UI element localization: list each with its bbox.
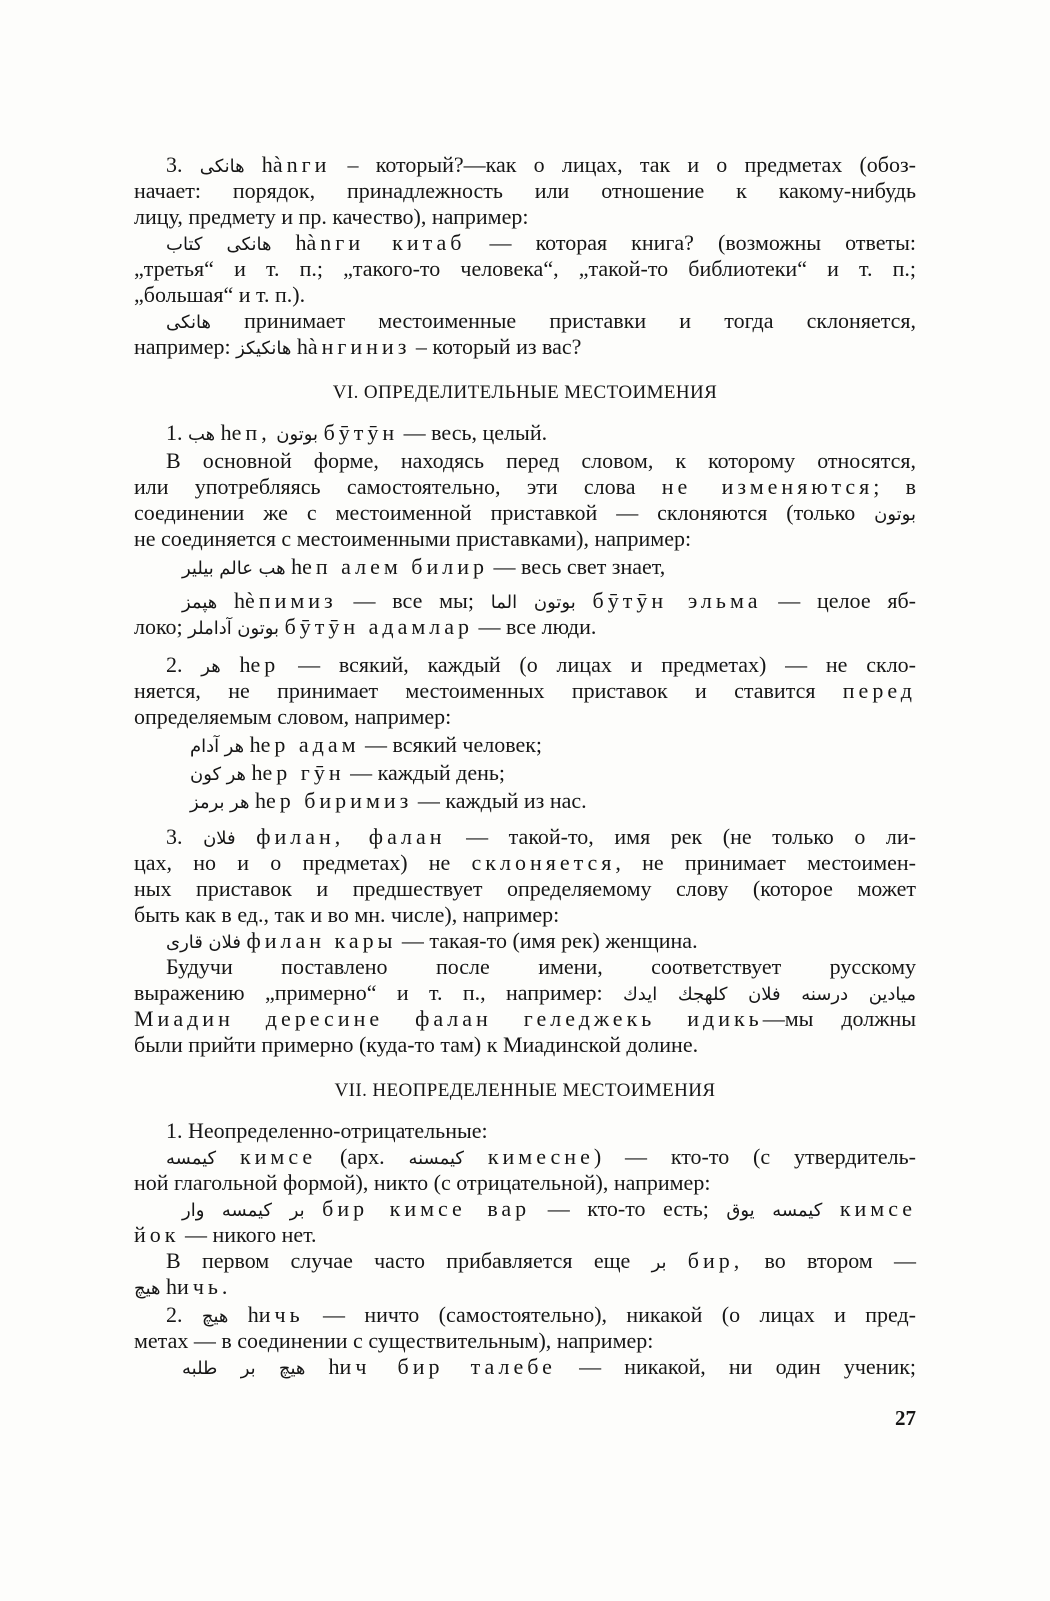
text-span: еп алем билир (302, 554, 489, 579)
text-span (204, 1196, 222, 1221)
text-span: или употребляясь самостоятельно, эти слова (134, 474, 662, 499)
text-line (134, 1328, 774, 1354)
text-line (134, 1170, 834, 1196)
text-span: 2. (166, 652, 202, 677)
text-span: йок (134, 1222, 180, 1247)
text-span: ичь. (177, 1274, 232, 1299)
arabic-word: بر (651, 1252, 667, 1273)
text-span: ер биримиз (265, 788, 413, 813)
text-line (134, 1006, 916, 1032)
text-span: бӯтӯн (323, 420, 399, 445)
arabic-word: يوق (726, 1200, 755, 1221)
text-line (134, 1274, 434, 1300)
text-span: VI. ОПРЕДЕЛИТЕЛЬНЫЕ МЕСТОИМЕНИЯ (332, 382, 718, 403)
text-span: — каждый из нас. (412, 788, 587, 813)
text-span: кимсе (239, 1144, 317, 1169)
text-span: лицу, предмету и пр. качество), например: (134, 204, 529, 229)
text-span: „большая“ и т. п.). (134, 282, 306, 307)
arabic-word: بر طلبه (182, 1358, 256, 1379)
text-line (134, 850, 916, 876)
text-span: ер адам (260, 732, 360, 757)
text-span: — никакой, ни один ученик; (555, 1354, 917, 1379)
text-line (166, 152, 916, 178)
arabic-word: فلان (203, 828, 236, 849)
text-line (166, 652, 916, 678)
arabic-word: بوتون (276, 424, 319, 445)
arabic-word: بر كيمسه (221, 1200, 305, 1221)
text-line (166, 230, 916, 256)
text-span: — такой-то, имя рек (не только о ли- (445, 824, 916, 849)
page-number: 27 (895, 1406, 916, 1430)
text-span: 1. Неопределенно-отрицательные: (166, 1118, 488, 1143)
text-span: h (220, 652, 251, 677)
text-span: быть как в ед., так и во мн. числе), например: (134, 902, 560, 927)
arabic-word: فلان (208, 932, 241, 953)
arabic-word: الما (490, 592, 518, 613)
arabic-word: كيمسه (772, 1200, 823, 1221)
arabic-word: كتاب (166, 234, 203, 255)
text-span: – который из вас? (410, 334, 582, 359)
text-span: кимесне (487, 1144, 594, 1169)
text-span: выражению „примерно“ и т. п., например: (134, 980, 623, 1005)
arabic-word: بوتون (237, 618, 280, 639)
text-line (190, 788, 750, 814)
text-line (166, 1144, 916, 1170)
text-span: филан кары (246, 928, 397, 953)
text-span: няется, не принимает местоименных приставок и ставится (134, 678, 843, 703)
arabic-word: هانكيكز (236, 338, 292, 359)
text-span (667, 1248, 688, 1273)
text-line (134, 704, 694, 730)
text-line (134, 1222, 534, 1248)
text-span: h (291, 334, 308, 359)
text-span: h (249, 788, 266, 813)
text-line (166, 448, 916, 474)
text-span: В основной форме, находясь перед словом, к которому относятся, (166, 448, 916, 473)
text-line (182, 588, 916, 614)
text-line (134, 474, 916, 500)
text-span: h (215, 420, 232, 445)
text-line (166, 308, 916, 334)
text-span: — всякий человек; (359, 732, 543, 757)
text-line (134, 380, 916, 406)
text-span: — каждый день; (344, 760, 506, 785)
text-span (256, 1354, 279, 1379)
text-span: соединении же с местоименной приставкой — склоняются (только (134, 500, 875, 525)
text-span: кимсе (839, 1196, 916, 1221)
text-line (134, 204, 774, 230)
text-span: Будучи поставлено после имени, соответствует русскому (166, 954, 916, 979)
text-span: перед (842, 678, 916, 703)
text-span (202, 230, 226, 255)
arabic-word: هر (226, 764, 247, 785)
text-span: — весь, целый. (398, 420, 548, 445)
text-line (166, 928, 866, 954)
arabic-word: هيچ (201, 1306, 229, 1327)
text-span (822, 1196, 840, 1221)
text-span: — никого нет. (179, 1222, 317, 1247)
text-span: — которая книга? (возможны ответы: (465, 230, 917, 255)
text-span: h (285, 554, 303, 579)
text-line (190, 732, 750, 758)
text-span: склоняется (471, 850, 616, 875)
text-span (216, 1144, 240, 1169)
text-span: Миадин дересине фалан геледжекь идикь (134, 1006, 763, 1031)
arabic-word: هانكى (166, 312, 211, 333)
text-span: h (246, 760, 263, 785)
arabic-word: كون (190, 764, 222, 785)
text-line (134, 876, 916, 902)
arabic-word: كيمسنه (408, 1148, 464, 1169)
arabic-word: آدام (190, 736, 220, 757)
arabic-word: هيچ (134, 1278, 161, 1299)
text-span: бир кимсе вар (322, 1196, 531, 1221)
text-span: ; в (873, 474, 916, 499)
text-line (134, 980, 916, 1006)
text-span: (арх. (316, 1144, 409, 1169)
text-span: — целое яб- (761, 588, 916, 613)
text-span: принимает местоименные приставки и тогда склоняется, (210, 308, 916, 333)
text-span: — такая-то (имя рек) женщина. (396, 928, 698, 953)
text-span: 3. (166, 824, 204, 849)
text-span (755, 1196, 773, 1221)
text-span (236, 824, 257, 849)
text-span: —мы должны (762, 1006, 917, 1031)
text-line (166, 1302, 916, 1328)
text-span: ер гӯн (262, 760, 345, 785)
text-line (166, 1118, 766, 1144)
arabic-word: هر (201, 656, 221, 677)
arabic-word: آداملر (188, 618, 232, 639)
text-span: h (244, 152, 273, 177)
text-line (182, 554, 802, 580)
text-span: определяемым словом, например: (134, 704, 452, 729)
text-span: ànги китаб (306, 230, 466, 255)
text-span: 1. (166, 420, 188, 445)
text-span: ànги (272, 152, 331, 177)
text-line (134, 334, 694, 360)
text-span: h (228, 1302, 259, 1327)
text-span: VII. НЕОПРЕДЕЛЕННЫЕ МЕСТОИМЕНИЯ (334, 1080, 716, 1101)
arabic-word: ميادين درسنه فلان كلهجك ايدك (622, 984, 916, 1005)
text-span: h (244, 732, 261, 757)
arabic-word: هب (258, 558, 286, 579)
text-line (134, 1032, 854, 1058)
text-span: h (160, 1274, 178, 1299)
text-span: 2. (166, 1302, 202, 1327)
text-span: бир, (687, 1248, 744, 1273)
arabic-word: هر (224, 736, 245, 757)
text-span: ной глагольной формой), никто (с отрицательной), например: (134, 1170, 711, 1195)
text-span: „третья“ и т. п.; „такого-то человека“, „такой-то библиотеки“ и т. п.; (134, 256, 916, 281)
arabic-word: بيلير (182, 558, 214, 579)
text-span: — все люди. (473, 614, 597, 639)
text-span: цах, но и о предметах) не (134, 850, 472, 875)
text-span: h (217, 588, 246, 613)
text-span: еп, (231, 420, 271, 445)
text-line (134, 902, 734, 928)
text-span: не соединяется с местоименными приставками), например: (134, 526, 692, 551)
arabic-word: هپمز (182, 592, 218, 613)
text-span: локо; (134, 614, 189, 639)
text-span: ичь (258, 1302, 304, 1327)
text-line (182, 1196, 916, 1222)
arabic-word: بوتون (533, 592, 576, 613)
text-span: — всякий, каждый (о лицах и предметах) — не скло- (279, 652, 916, 677)
text-line (134, 1078, 916, 1104)
arabic-word: عالم (219, 558, 253, 579)
text-line (134, 282, 534, 308)
text-span: , не принимает местоимен- (615, 850, 916, 875)
arabic-word: وار (182, 1200, 205, 1221)
text-span (576, 588, 593, 613)
text-line (134, 678, 916, 704)
arabic-word: بوتون (874, 504, 916, 525)
text-span: h (271, 230, 307, 255)
text-span: ер (250, 652, 280, 677)
text-span: ич бир талебе (339, 1354, 556, 1379)
text-span: бӯтӯн адамлар (284, 614, 474, 639)
arabic-word: برمز (190, 792, 225, 813)
text-line (182, 1354, 916, 1380)
text-line (166, 824, 916, 850)
text-span: метах — в соединении с существительным), например: (134, 1328, 654, 1353)
text-span: – который?—как о лицах, так и о предметах (обоз- (330, 152, 916, 177)
arabic-word: هانكى (226, 234, 272, 255)
text-span: ) — кто-то (с утвердитель- (593, 1144, 917, 1169)
text-line (166, 954, 916, 980)
text-span: во втором — (743, 1248, 916, 1273)
text-line (134, 256, 916, 282)
text-span: — ничто (самостоятельно), никакой (о лицах и пред- (303, 1302, 916, 1327)
text-span: не изменяются (661, 474, 874, 499)
text-line (166, 1248, 916, 1274)
text-span: начает: порядок, принадлежность или отношение к какому-нибудь (134, 178, 916, 203)
text-span: h (305, 1354, 340, 1379)
arabic-word: هانكى (199, 156, 245, 177)
text-span: — кто-то есть; (530, 1196, 727, 1221)
arabic-word: هر (230, 792, 250, 813)
text-span: — все мы; (336, 588, 491, 613)
text-span: филан, фалан (256, 824, 446, 849)
text-span: ных приставок и предшествует определяемому слову (которое может (134, 876, 916, 901)
text-line (134, 500, 916, 526)
text-line (134, 178, 916, 204)
text-span: например: (134, 334, 237, 359)
text-span: бӯтӯн эльма (592, 588, 762, 613)
text-line (134, 526, 834, 552)
text-line (166, 420, 766, 446)
text-line (190, 760, 750, 786)
text-span: — весь свет знает, (488, 554, 666, 579)
text-span: ѐпимиз (245, 588, 337, 613)
text-span (305, 1196, 323, 1221)
text-span: были прийти примерно (куда-то там) к Миадинской долине. (134, 1032, 699, 1057)
text-line (134, 614, 694, 640)
arabic-word: هيچ (278, 1358, 306, 1379)
text-span: В первом случае часто прибавляется еще (166, 1248, 652, 1273)
arabic-word: قارى (166, 932, 203, 953)
text-span: àнгиниз (307, 334, 411, 359)
text-span: 3. (166, 152, 200, 177)
arabic-word: كيمسه (166, 1148, 217, 1169)
text-span (517, 588, 534, 613)
arabic-word: هب (188, 424, 216, 445)
text-span (464, 1144, 488, 1169)
